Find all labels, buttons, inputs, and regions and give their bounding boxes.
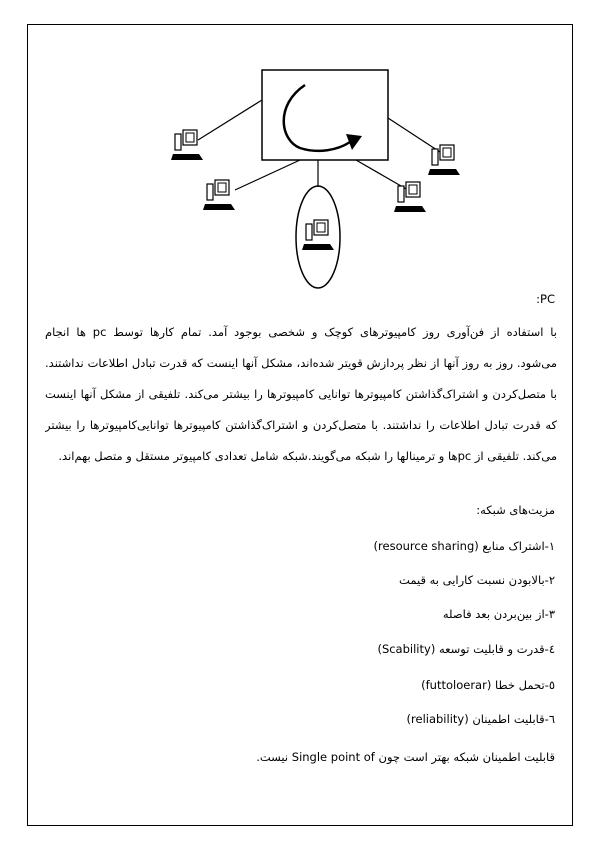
link-bottom-left	[235, 160, 300, 190]
advantage-item: ٦-قابلیت اطمینان (reliability)	[406, 712, 555, 726]
paragraph-line: می‌شود. روز به روز آنها از نظر پردازش قویتر شده‌اند، مشکل آنها اینست که قدرت تبادل اطلاعات نداشتند.	[45, 356, 557, 370]
paragraph-line: با استفاده از فن‌آوری روز کامپیوترهای کوچک و شخصی بوجود آمد. تمام کارها توسط pc ها انجام	[45, 325, 557, 339]
advantage-item: ۲-بالابودن نسبت کارایی به قیمت	[399, 573, 555, 587]
computer-icon-right	[428, 145, 460, 175]
link-right	[388, 118, 440, 152]
computer-icon-left	[171, 130, 203, 160]
advantage-item: ۱-اشتراک منابع (resource sharing)	[373, 539, 555, 553]
advantage-item: ٤-قدرت و قابلیت توسعه (Scability)	[377, 642, 555, 656]
paragraph-line: می‌کند. تلفیقی از pcها و ترمینالها را شبکه می‌گویند.شبکه شامل تعدادی کامپیوتر مستقل و متصل بهم‌اند.	[58, 449, 557, 463]
network-diagram	[0, 0, 600, 300]
highlight-ellipse	[296, 186, 340, 288]
closing-sentence: قابلیت اطمینان شبکه بهتر است چون Single point of نیست.	[256, 750, 555, 764]
link-left	[198, 100, 262, 140]
computer-icon-bottom-right	[394, 182, 426, 212]
intro-paragraph	[45, 325, 557, 480]
computer-icon-bottom-left	[203, 180, 235, 210]
central-server-box	[262, 70, 388, 160]
computer-icon-center	[302, 220, 334, 250]
section-heading: PC:	[536, 292, 555, 306]
advantage-item: ۳-از بین‌بردن بعد فاصله	[442, 607, 555, 621]
paragraph-line: که قدرت تبادل اطلاعات را نداشتند. با متصل‌کردن و اشتراک‌گذاشتن کامپیوترها توانایی‌کامپیوترها را بیشتر	[45, 418, 557, 432]
paragraph-line: با متصل‌کردن و اشتراک‌گذاشتن کامپیوترها توانایی کامپیوترها را بیشتر می‌کند. تلفیقی از مشکل آنها اینست	[45, 387, 557, 401]
advantages-title: مزیت‌های شبکه:	[476, 503, 555, 517]
advantage-item: ٥-تحمل خطا (futtoloerar)	[421, 678, 555, 692]
